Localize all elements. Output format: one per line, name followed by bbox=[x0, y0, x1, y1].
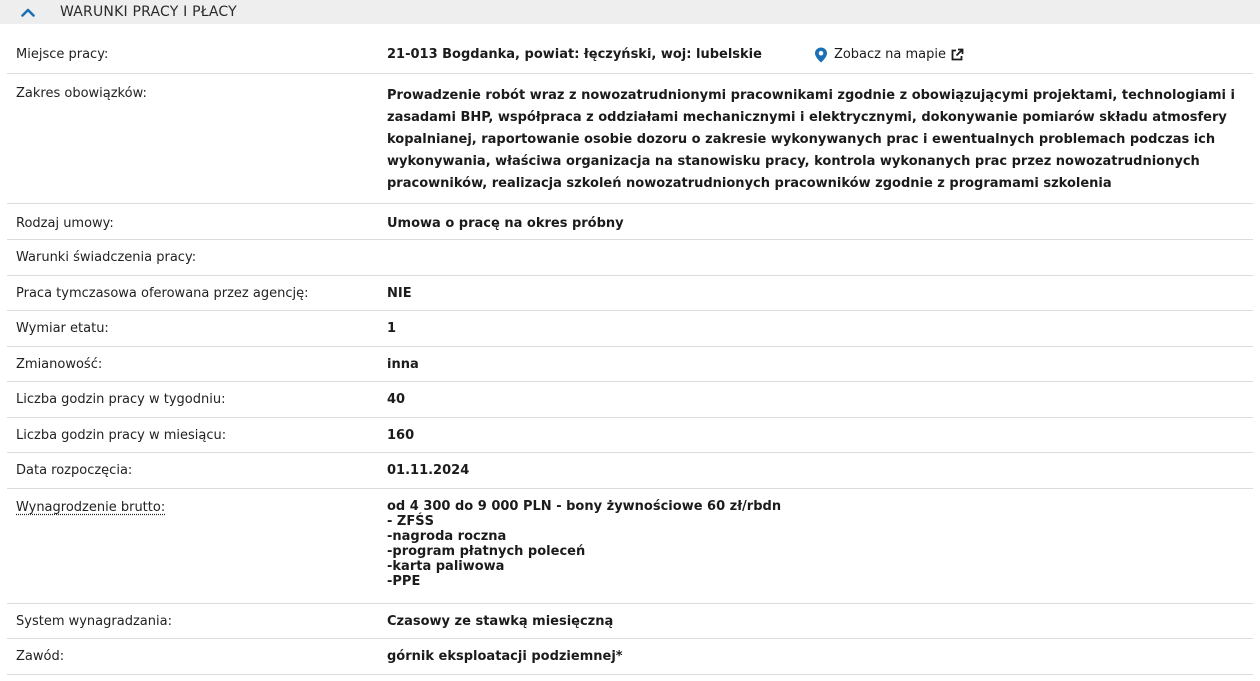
label-godziny-tydzien: Liczba godzin pracy w tygodniu: bbox=[16, 392, 226, 407]
row-zawod bbox=[7, 639, 1253, 675]
value-warunki-swiadczenia bbox=[387, 249, 1253, 275]
label-wymiar-etatu: Wymiar etatu: bbox=[16, 321, 109, 336]
wynagrodzenie-line: -program płatnych poleceń bbox=[387, 544, 586, 559]
chevron-up-icon[interactable] bbox=[18, 5, 38, 19]
label-warunki-swiadczenia: Warunki świadczenia pracy: bbox=[16, 250, 197, 265]
label-praca-tymczasowa: Praca tymczasowa oferowana przez agencję: bbox=[16, 286, 309, 301]
value-wynagrodzenie bbox=[387, 499, 1253, 603]
row-wynagrodzenie bbox=[7, 489, 1253, 604]
map-link-label: Zobacz na mapie bbox=[833, 47, 946, 62]
row-godziny-tydzien bbox=[7, 382, 1253, 418]
label-system-wynagradzania: System wynagradzania: bbox=[16, 614, 172, 629]
value-zawod: górnik eksploatacji podziemnej* bbox=[387, 649, 623, 664]
label-miejsce-pracy: Miejsce pracy: bbox=[16, 47, 109, 62]
value-praca-tymczasowa: NIE bbox=[387, 286, 412, 301]
row-rodzaj-umowy bbox=[7, 204, 1253, 240]
label-data-rozpoczecia: Data rozpoczęcia: bbox=[16, 463, 133, 478]
map-link[interactable] bbox=[814, 46, 964, 64]
row-zmianowosc bbox=[7, 347, 1253, 382]
value-data-rozpoczecia: 01.11.2024 bbox=[387, 463, 470, 478]
wynagrodzenie-line: -nagroda roczna bbox=[387, 529, 507, 544]
details-table bbox=[7, 24, 1253, 675]
external-link-icon bbox=[950, 48, 964, 62]
map-pin-icon bbox=[814, 47, 828, 63]
section-title: WARUNKI PRACY I PŁACY bbox=[60, 4, 237, 20]
section-header-warunki[interactable] bbox=[0, 0, 1260, 24]
wynagrodzenie-line: od 4 300 do 9 000 PLN - bony żywnościowe 60 zł/rbdn bbox=[387, 499, 782, 514]
label-rodzaj-umowy: Rodzaj umowy: bbox=[16, 216, 114, 231]
wynagrodzenie-line: - ZFŚS bbox=[387, 514, 434, 529]
value-godziny-tydzien: 40 bbox=[387, 392, 406, 407]
location-text: 21-013 Bogdanka, powiat: łęczyński, woj: lubelskie bbox=[387, 47, 762, 62]
wynagrodzenie-line: -PPE bbox=[387, 574, 421, 589]
row-praca-tymczasowa bbox=[7, 276, 1253, 311]
value-zakres-obowiazkow: Prowadzenie robót wraz z nowozatrudnionymi pracownikami zgodnie z obowiązującymi projektami, technologiami i zasadami BHP, współpraca z oddziałami mechanicznymi i elektrycznymi, dokonywanie pomiarów składu atmosfery kopalnianej, raportowanie osobie dozoru o zakresie wykonywanych prac i ewentualnych problemach podczas ich wykonywania, właściwa organizacja na stanowisku pracy, kontrola wykonanych prac przez nowozatrudnionych pracowników, realizacja szkoleń nowozatrudnionych pracowników zgodnie z programami szkolenia bbox=[387, 88, 1235, 191]
row-zakres-obowiazkow bbox=[7, 74, 1253, 204]
row-miejsce-pracy bbox=[7, 24, 1253, 74]
value-rodzaj-umowy: Umowa o pracę na okres próbny bbox=[387, 216, 624, 231]
label-zakres-obowiazkow: Zakres obowiązków: bbox=[16, 86, 147, 101]
value-miejsce-pracy bbox=[387, 46, 1253, 73]
value-zmianowosc: inna bbox=[387, 357, 419, 372]
row-warunki-swiadczenia bbox=[7, 240, 1253, 276]
value-system-wynagradzania: Czasowy ze stawką miesięczną bbox=[387, 614, 614, 629]
label-wynagrodzenie[interactable] bbox=[7, 499, 387, 603]
label-godziny-miesiac: Liczba godzin pracy w miesiącu: bbox=[16, 428, 227, 443]
value-wymiar-etatu: 1 bbox=[387, 321, 397, 336]
row-data-rozpoczecia bbox=[7, 453, 1253, 489]
row-godziny-miesiac bbox=[7, 418, 1253, 453]
wynagrodzenie-line: -karta paliwowa bbox=[387, 559, 505, 574]
row-system-wynagradzania bbox=[7, 604, 1253, 639]
label-zmianowosc: Zmianowość: bbox=[16, 357, 103, 372]
label-zawod: Zawód: bbox=[16, 649, 65, 664]
value-godziny-miesiac: 160 bbox=[387, 428, 415, 443]
row-wymiar-etatu bbox=[7, 311, 1253, 347]
wynagrodzenie-tooltip-label[interactable]: Wynagrodzenie brutto: bbox=[16, 500, 166, 515]
